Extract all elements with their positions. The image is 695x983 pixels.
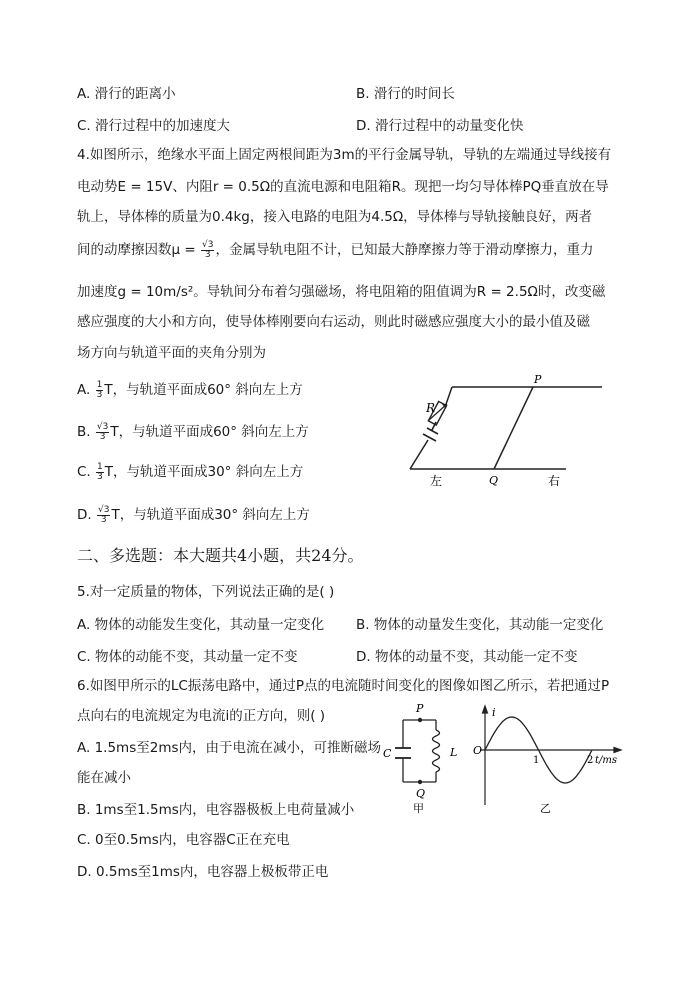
fraction: $\frac{√3}{3}$: [97, 504, 110, 525]
lc-circuit-figure: [380, 700, 470, 815]
wire-bottom: [410, 440, 428, 469]
capacitor-label: C: [383, 747, 392, 760]
q4-stem-line-5: 加速度g = 10m/s²。导轨间分布着匀强磁场，将电阻箱的阻值调为R = 2.5Ω时，改变磁: [77, 284, 606, 300]
q3-option-a: A. 滑行的距离小: [77, 86, 176, 102]
point-Q-label: Q: [416, 787, 426, 800]
q4-stem-line-2: 电动势E = 15V、内阻r = 0.5Ω的直流电源和电阻箱R。现把一均匀导体棒PQ垂直放在导: [77, 179, 609, 195]
q3-option-d: D. 滑行过程中的动量变化快: [356, 118, 524, 134]
q4-option-a: A. $\frac{1}{3}$ T，与轨道平面成60° 斜向左上方: [77, 379, 303, 400]
fraction: $\frac{√3}{3}$: [96, 421, 109, 442]
q4-friction-rest: ，金属导轨电阻不计，已知最大静摩擦力等于滑动摩擦力，重力: [215, 242, 594, 258]
q4-stem-line-4: [77, 240, 593, 260]
q4-stem-line-6: 感应强度的大小和方向，使导体棒刚要向右运动，则此时磁感应强度大小的最小值及磁: [77, 314, 590, 330]
point-P-label: P: [534, 373, 542, 386]
rod-PQ: [494, 387, 533, 469]
q5-stem: 5.对一定质量的物体，下列说法正确的是( ): [77, 584, 335, 600]
left-label: 左: [430, 474, 443, 488]
point-P-label: P: [416, 702, 424, 715]
resistor-label: R: [426, 401, 436, 415]
inductor-label: L: [450, 746, 458, 759]
fraction: $\frac{1}{3}$: [97, 461, 103, 482]
q4-stem-line-3: 轨上，导体棒的质量为0.4kg，接入电路的电阻为4.5Ω，导体棒与导轨接触良好，两者: [77, 209, 593, 225]
q4-option-c: C. $\frac{1}{3}$ T，与轨道平面成30° 斜向左上方: [77, 461, 304, 482]
q6-stem-line-1: 6.如图甲所示的LC振荡电路中，通过P点的电流随时间变化的图像如图乙所示，若把通过P: [77, 678, 610, 694]
right-label: 右: [548, 474, 561, 488]
q6-option-c: C. 0至0.5ms内，电容器C正在充电: [77, 832, 290, 848]
q4-rail-figure: [400, 370, 605, 492]
q6-option-d: D. 0.5ms至1ms内，电容器上极板带正电: [77, 864, 329, 880]
q3-option-c: C. 滑行过程中的加速度大: [77, 118, 231, 134]
i-axis-label: i: [492, 706, 496, 719]
q4-stem-line-1: 4.如图所示，绝缘水平面上固定两根间距为3m的平行金属导轨，导轨的左端通过导线接有: [77, 147, 612, 163]
current-graph-figure: [470, 700, 630, 815]
tick-1-label: 1: [533, 755, 540, 766]
q5-option-b: B. 物体的动量发生变化，其动能一定变化: [356, 617, 604, 633]
q6-stem-line-2: 点向右的电流规定为电流i的正方向，则( ): [77, 708, 326, 724]
q4-option-d: D. $\frac{√3}{3}$ T，与轨道平面成30° 斜向左上方: [77, 504, 310, 525]
q6-option-a-line-1: A. 1.5ms至2ms内，由于电流在减小，可推断磁场: [77, 740, 382, 756]
figure-yi-label: 乙: [540, 802, 551, 815]
q6-option-b: B. 1ms至1.5ms内，电容器极板上电荷量减小: [77, 802, 355, 818]
point-Q-label: Q: [489, 474, 499, 487]
q5-option-c: C. 物体的动能不变，其动量一定不变: [77, 649, 298, 665]
mu-fraction: $\frac{√3}{3}$: [201, 239, 214, 260]
q4-option-b: B. $\frac{√3}{3}$ T，与轨道平面成60° 斜向左上方: [77, 421, 309, 442]
q5-option-d: D. 物体的动量不变，其动能一定不变: [356, 649, 578, 665]
q5-option-a: A. 物体的动能发生变化，其动量一定变化: [77, 617, 325, 633]
q4-stem-line-7: 场方向与轨道平面的夹角分别为: [77, 345, 266, 361]
section-heading: 二、多选题：本大题共4小题，共24分。: [77, 546, 364, 565]
t-axis-label: t/ms: [595, 755, 618, 766]
q3-option-b: B. 滑行的时间长: [356, 86, 455, 102]
tick-2-label: 2: [587, 755, 594, 766]
figure-jia-label: 甲: [413, 802, 424, 815]
inductor-coil: [433, 730, 440, 772]
q4-friction-text: 间的动摩擦因数μ =: [77, 242, 200, 258]
origin-label: O: [473, 744, 483, 757]
fraction: $\frac{1}{3}$: [96, 379, 103, 400]
q6-option-a-line-2: 能在减小: [77, 770, 131, 786]
